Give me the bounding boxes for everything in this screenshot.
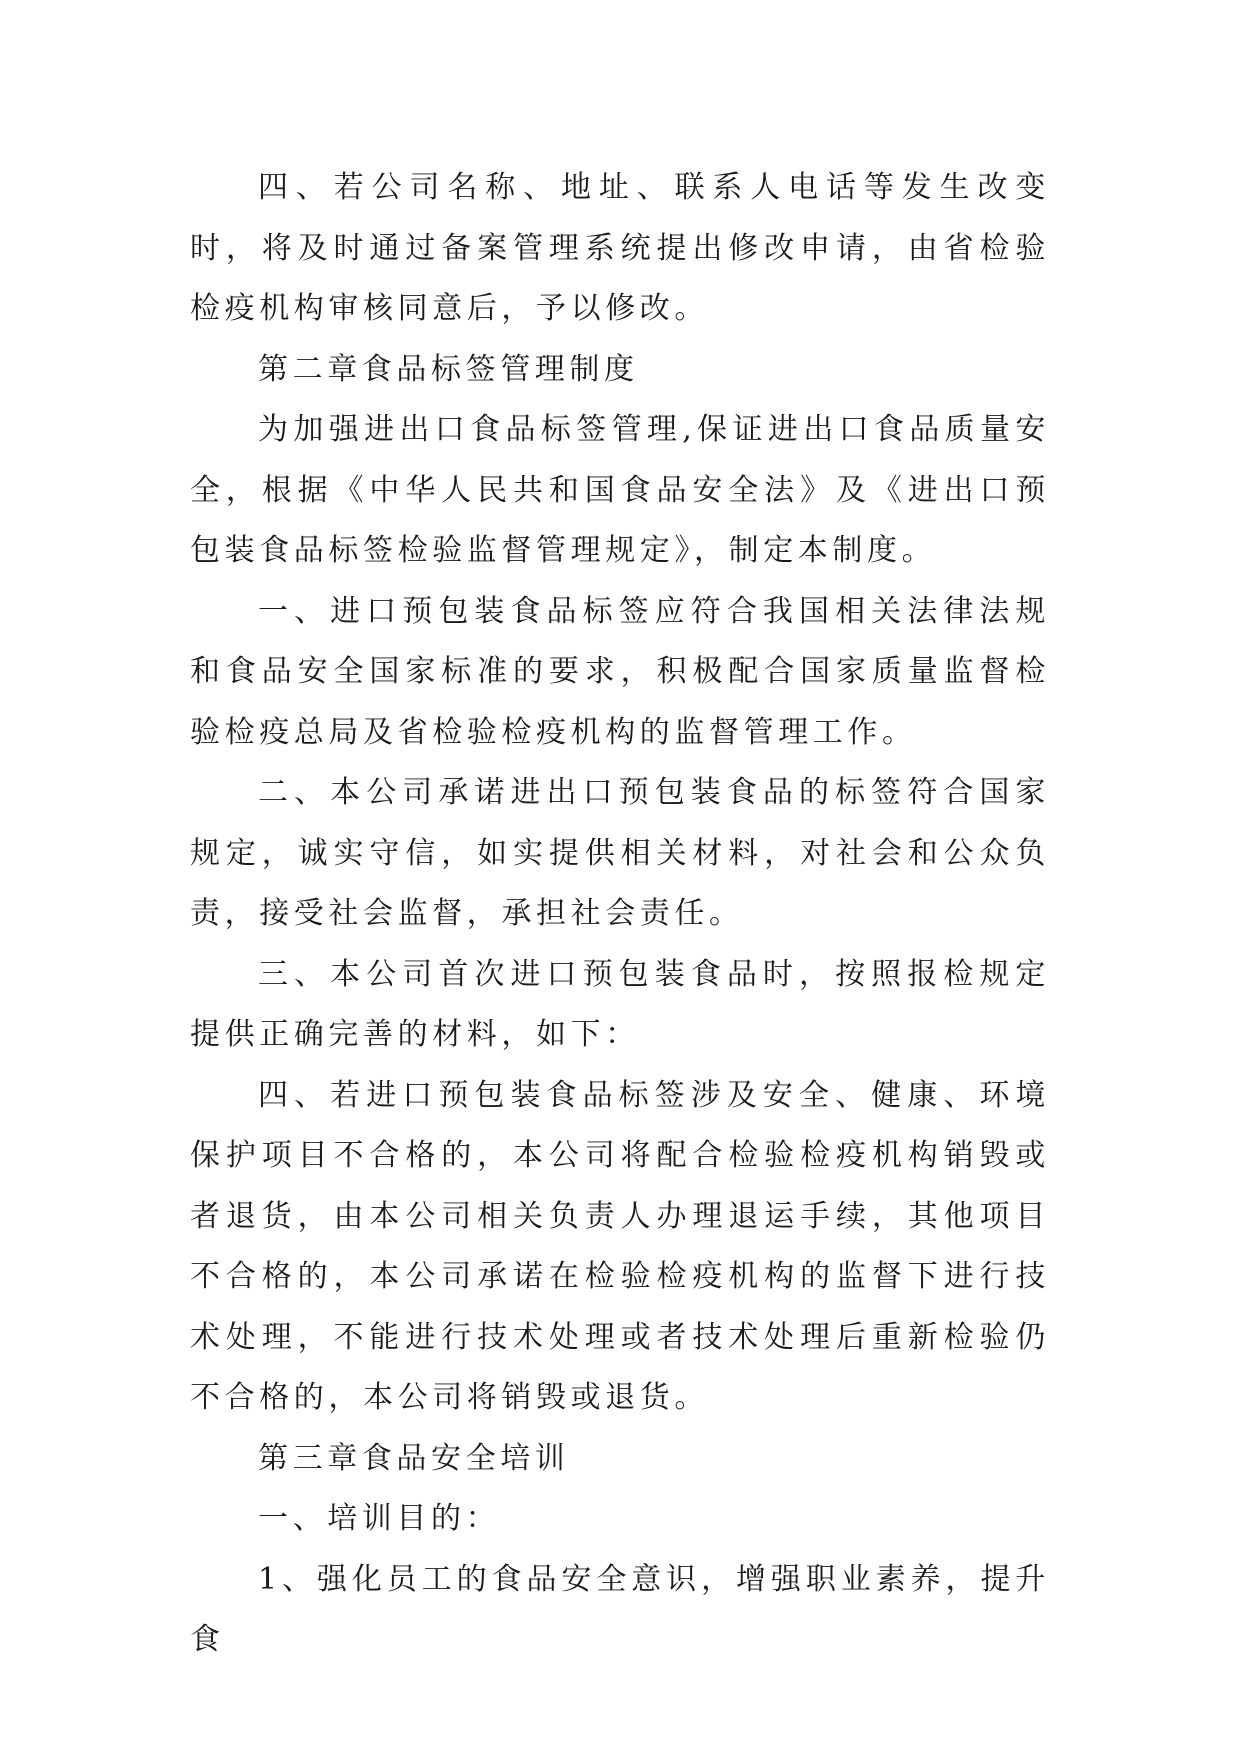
paragraph-contact-change: 四、若公司名称、地址、联系人电话等发生改变时，将及时通过备案管理系统提出修改申请，由省检验检疫机构审核同意后，予以修改。 [190, 170, 1050, 326]
paragraph-label-item-1: 一、进口预包装食品标签应符合我国相关法律法规和食品安全国家标准的要求，积极配合国家质量监督检验检疫总局及省检验检疫机构的监督管理工作。 [190, 593, 1050, 750]
paragraph-training-item-1: 1、强化员工的食品安全意识，增强职业素养，提升食 [190, 1561, 1050, 1657]
paragraph-label-item-4: 四、若进口预包装食品标签涉及安全、健康、环境保护项目不合格的，本公司将配合检验检疫机构销毁或者退货，由本公司相关负责人办理退运手续，其他项目不合格的，本公司承诺在检验检疫机构的监督下进行技术处理，不能进行技术处理或者技术处理后重新检验仍不合格的，本公司将销毁或退货。 [190, 1077, 1050, 1415]
chapter-2-heading: 第二章食品标签管理制度 [258, 351, 639, 387]
chapter-3-heading: 第三章食品安全培训 [258, 1440, 570, 1476]
paragraph-label-item-2: 二、本公司承诺进出口预包装食品的标签符合国家规定，诚实守信，如实提供相关材料，对社会和公众负责，接受社会监督，承担社会责任。 [190, 775, 1050, 931]
paragraph-label-item-3: 三、本公司首次进口预包装食品时，按照报检规定提供正确完善的材料，如下： [190, 956, 1050, 1052]
paragraph-label-intro: 为加强进出口食品标签管理,保证进出口食品质量安全，根据《中华人民共和国食品安全法》及《进出口预包装食品标签检验监督管理规定》，制定本制度。 [190, 412, 1050, 568]
paragraph-training-purpose: 一、培训目的： [258, 1501, 501, 1536]
document-body [190, 158, 1050, 1671]
